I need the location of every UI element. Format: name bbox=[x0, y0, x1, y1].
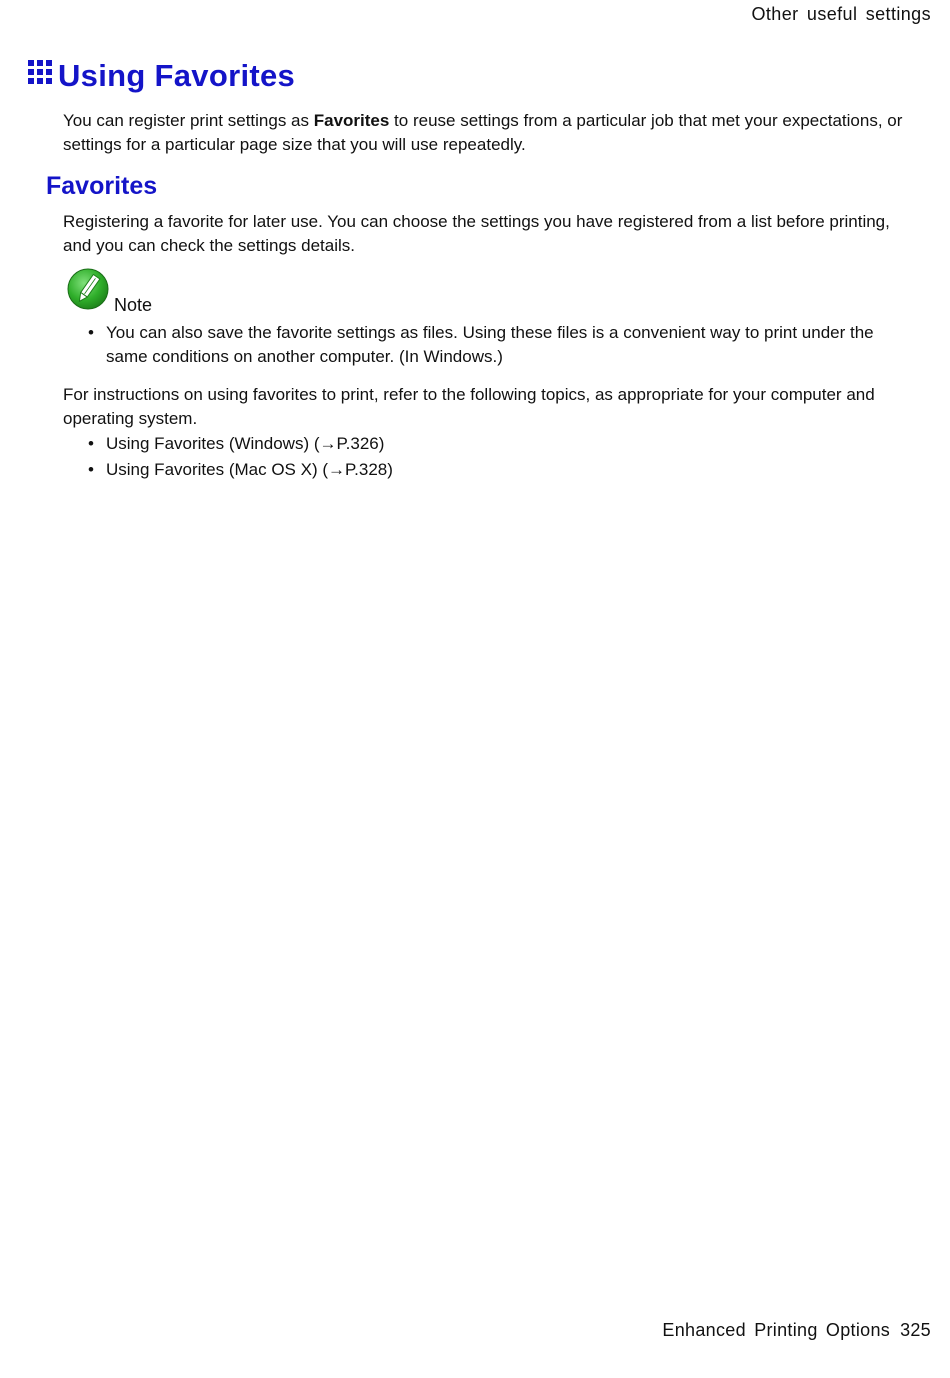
subsection-title: Favorites bbox=[46, 172, 158, 200]
intro-text-before: You can register print settings as bbox=[63, 111, 314, 130]
instructions-paragraph: For instructions on using favorites to print, refer to the following topics, as appropriate for your computer and operating system. bbox=[63, 385, 875, 428]
link-favorites-mac[interactable]: Using Favorites (Mac OS X) (→P.328) bbox=[106, 460, 393, 479]
page-number: 325 bbox=[900, 1320, 931, 1340]
page-title: Using Favorites bbox=[58, 58, 296, 93]
bullet-icon: • bbox=[88, 323, 94, 342]
intro-text-after: to reuse settings from a particular job that met your expectations, or settings for a particular page size that you will use repeatedly. bbox=[63, 111, 903, 154]
link-favorites-windows[interactable]: Using Favorites (Windows) (→P.326) bbox=[106, 434, 385, 453]
section-heading bbox=[28, 58, 295, 94]
running-header: Other useful settings bbox=[751, 4, 931, 24]
grid-icon bbox=[28, 60, 52, 84]
list-item bbox=[86, 321, 896, 369]
note-list bbox=[86, 321, 896, 369]
note-item-text: You can also save the favorite settings as files. Using these files is a convenient way to print under the same conditions on another computer. (In Windows.) bbox=[106, 323, 874, 366]
pencil-note-icon bbox=[67, 268, 109, 310]
bullet-icon: • bbox=[88, 434, 94, 453]
note-label: Note bbox=[114, 295, 153, 315]
list-item bbox=[86, 458, 896, 482]
bullet-icon: • bbox=[88, 460, 94, 479]
running-footer bbox=[662, 1320, 931, 1341]
intro-bold-term: Favorites bbox=[313, 111, 390, 130]
footer-chapter: Enhanced Printing Options bbox=[662, 1320, 891, 1340]
subsection-description: Registering a favorite for later use. You can choose the settings you have registered from a list before printing, and you can check the settings details. bbox=[63, 212, 890, 255]
list-item bbox=[86, 432, 896, 456]
topic-link-list bbox=[86, 432, 896, 484]
intro-paragraph bbox=[63, 109, 903, 157]
